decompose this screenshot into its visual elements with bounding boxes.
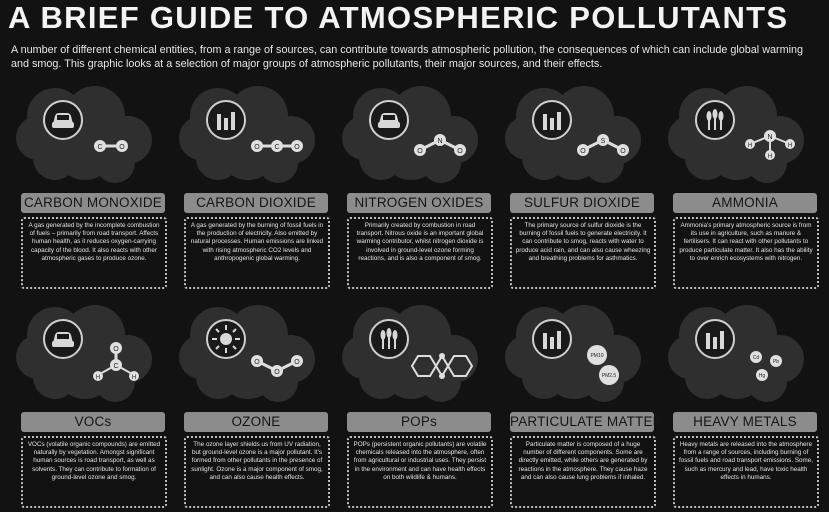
o3-molecule — [249, 353, 305, 379]
atom-o: O — [620, 148, 626, 155]
atom-h: H — [767, 154, 773, 160]
pollutant-label: SULFUR DIOXIDE — [510, 193, 654, 213]
sun-icon — [206, 319, 246, 359]
pollutant-label: POPs — [347, 412, 491, 432]
pollutant-description: The primary source of sulfur dioxide is the burning of fossil fuels to generate electricity. It can contribute to smog, reacts with water to produce acid rain, and can also cause wheezing and breathing problems for asthmatics. — [510, 217, 656, 289]
factory-icon — [695, 319, 735, 359]
atom-c: C — [97, 144, 103, 151]
cloud-shape — [499, 297, 649, 412]
atom-o: O — [580, 148, 586, 155]
pollutant-card-carbon-dioxide — [173, 78, 324, 288]
atom-h: H — [787, 143, 793, 149]
pollutant-description: A gas generated by the burning of fossil fuels in the production of electricity. Also emitted by natural processes. Human emissions are linked with rising atmospheric CO2 levels and anthropogenic global warming. — [184, 217, 330, 289]
atom-s: S — [600, 138, 606, 145]
pollutant-card-nitrogen-oxides — [336, 78, 482, 288]
atom-o: O — [294, 144, 300, 151]
pollutant-card-ozone — [173, 297, 323, 507]
pollutant-description: Primarily created by combustion in road transport. Nitrous oxide is an important global warming contributor, whilst nitrogen dioxide is involved in ground-level ozone forming reactions, and is also a component of smog. — [347, 217, 493, 289]
atom-o: O — [254, 359, 260, 366]
atom-hg: Hg — [758, 373, 766, 379]
page-subtitle: A number of different chemical entities, from a range of sources, can contribute towards atmospheric pollution, the consequences of which can include global warming and smog. This graphic looks at a selection of major groups of atmospheric pollutants, their major sources, and their effects. — [11, 44, 804, 70]
pollutant-label: OZONE — [184, 412, 328, 432]
pollutant-label: VOCs — [21, 412, 165, 432]
pollutant-card-carbon-monoxide — [10, 78, 162, 288]
pollutant-card-ammonia — [662, 78, 813, 288]
pollutant-description: VOCs (volatile organic compounds) are emitted naturally by vegetation. Amongst significant human sources is road transport, as well as solvents. They can contribute to formation of ground-level ozone and smog. — [21, 436, 167, 508]
atom-o: O — [119, 144, 125, 151]
atom-cd: Cd — [752, 355, 760, 361]
nh3-molecule — [742, 128, 798, 162]
atom-h: H — [95, 375, 101, 381]
page-title: A BRIEF GUIDE TO ATMOSPHERIC POLLUTANTS — [8, 0, 789, 35]
cloud-shape — [10, 78, 160, 193]
atom-o: O — [457, 148, 463, 155]
car-icon — [43, 100, 83, 140]
pm10-label: PM10 — [590, 353, 604, 359]
co-molecule — [92, 138, 132, 154]
co2-molecule — [249, 138, 305, 154]
pollutant-description: Ammonia's primary atmospheric source is from its use in agriculture, such as manure & fertilisers. It can react with other pollutants to produce particulate matter. It also has the ability to over enrich ecosystems with nitrogen. — [673, 217, 819, 289]
factory-icon — [206, 100, 246, 140]
pollutant-card-particulate-matter — [499, 297, 663, 507]
pollutant-label: CARBON DIOXIDE — [184, 193, 328, 213]
car-icon — [43, 319, 83, 359]
pollutant-description: POPs (persistent organic pollutants) are volatile chemicals released into the atmosphere, often from agricultural or industrial uses. They persist in the environment and can have health effects on both wildlife & humans. — [347, 436, 493, 508]
pm25-label: PM2.5 — [601, 373, 617, 379]
pollutant-description: The ozone layer shields us from UV radiation, but ground-level ozone is a major pollutant. It's formed from other pollutants in the presence of sunlight. Ozone is a major component of smog, and can also cause health effects. — [184, 436, 330, 508]
atom-o: O — [417, 148, 423, 155]
atom-h: H — [747, 143, 753, 149]
no2-molecule — [412, 132, 468, 158]
pollutant-description: Heavy metals are released into the atmosphere from a range of sources, including burning of fossil fuels and road transport emissions. Some, such as mercury and lead, have toxic health effects in humans. — [673, 436, 819, 508]
atom-c: C — [274, 144, 280, 151]
atom-n: N — [767, 134, 773, 141]
pollutant-label: CARBON MONOXIDE — [21, 193, 165, 213]
pollutant-card-pops — [336, 297, 487, 507]
cloud-shape — [173, 78, 323, 193]
factory-icon — [532, 319, 572, 359]
atom-c: C — [113, 363, 119, 370]
dioxin-molecule — [408, 351, 476, 381]
factory-icon — [532, 100, 572, 140]
atom-o: O — [254, 144, 260, 151]
pollutant-card-sulfur-dioxide — [499, 78, 651, 288]
atom-h: H — [131, 375, 137, 381]
atom-o: O — [274, 369, 280, 376]
formaldehyde-molecule — [88, 339, 144, 385]
pollutant-card-heavy-metals — [662, 297, 814, 507]
particles — [583, 343, 623, 387]
car-icon — [369, 100, 409, 140]
pollutant-card-vocs — [10, 297, 161, 507]
atom-o: O — [113, 346, 119, 353]
wheat-icon — [695, 100, 735, 140]
pollutant-label: PARTICULATE MATTER — [510, 412, 654, 432]
atom-n: N — [437, 138, 443, 145]
pollutant-description: Particulate matter is composed of a huge number of different components. Some are directly emitted, while others are generated by reactions in the atmosphere. They cause haze and can also cause lung problems if inhaled. — [510, 436, 656, 508]
pollutant-label: AMMONIA — [673, 193, 817, 213]
atom-pb: Pb — [772, 359, 780, 365]
wheat-icon — [369, 319, 409, 359]
pollutant-label: NITROGEN OXIDES — [347, 193, 491, 213]
metal-atoms — [746, 347, 790, 387]
pollutant-label: HEAVY METALS — [673, 412, 817, 432]
atom-o: O — [294, 359, 300, 366]
so2-molecule — [575, 132, 631, 158]
pollutant-description: A gas generated by the incomplete combustion of fuels – primarily from road transport. Affects human health, as it reduces oxygen-carrying capacity of the blood. It also reacts with other atmospheric gases to produce ozone. — [21, 217, 167, 289]
